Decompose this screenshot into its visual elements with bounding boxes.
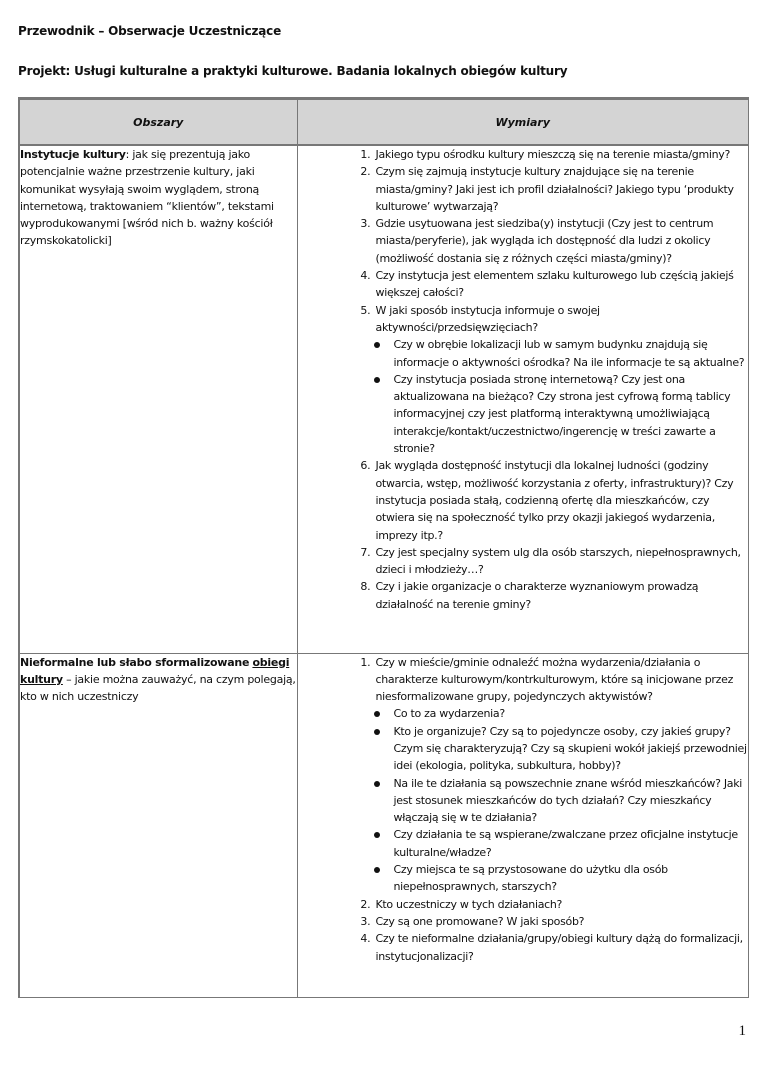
- bullet-dot-icon: [374, 832, 380, 838]
- list-item: 3. Czy są one promowane? W jaki sposób?: [374, 913, 749, 930]
- bullet-dot-icon: [374, 342, 380, 348]
- dimensions-list: [298, 146, 749, 613]
- list-item: 1. Jakiego typu ośrodku kultury mieszczą się na terenie miasta/gminy?: [374, 146, 749, 163]
- project-line: Projekt: Usługi kulturalne a praktyki kulturowe. Badania lokalnych obiegów kultury: [18, 64, 568, 78]
- area-description: : jak się prezentują jako potencjalnie ważne przestrzenie kultury, jaki komunikat wysyłają swoim wyglądem, stroną internetową, traktowaniem “klientów”, tekstami wyprodukowanymi [wśród nich b. ważny kościół rzymskokatolicki]: [20, 148, 274, 248]
- bullet-item: Kto je organizuje? Czy są to pojedyncze osoby, czy jakieś grupy? Czym się charakteryzują? Czy są skupieni wokół jakiejś przewodniej idei (ekologia, polityka, subkultura, hobby)?: [394, 723, 749, 775]
- list-item: 4. Czy te nieformalne działania/grupy/obiegi kultury dążą do formalizacji, instytucjonalizacji?: [374, 930, 749, 965]
- list-item: 1. Czy w mieście/gminie odnaleźć można wydarzenia/działania o charakterze kulturowym/kontrkulturowym, które są inicjowane przez niesformalizowane grupy, pojedynczych aktywistów? Co to za wydarzenia? Kto je organizuje? Czy są to pojedyncze osoby, czy jakieś grupy? Czym się charakteryzują? Czy są skupieni wokół jakiejś przewodniej idei (ekologia, polityka, subkultura, hobby)? Na ile te działania są powszechnie znane wśród mieszkańców? Jaki jest stosunek mieszkańców do tych działań? Czy mieszkańcy włączają się w te działania? Czy działania te są wspierane/zwalczane przez oficjalne instytucje kulturalne/władze? Czy miejsca te są przystosowane do użytku dla osób niepełnosprawnych, starszych?: [374, 654, 749, 896]
- list-item: 3. Gdzie usytuowana jest siedziba(y) instytucji (Czy jest to centrum miasta/peryferie), jak wygląda ich dostępność dla ludzi z okolicy (możliwość dostania się z różnych części miasta/gminy)?: [374, 215, 749, 267]
- table-row: [19, 145, 749, 653]
- bullet-dot-icon: [374, 781, 380, 787]
- area-lead: Instytucje kultury: [20, 148, 126, 161]
- bullet-item: Czy miejsca te są przystosowane do użytku dla osób niepełnosprawnych, starszych?: [394, 861, 749, 896]
- bullet-dot-icon: [374, 867, 380, 873]
- list-item: 4. Czy instytucja jest elementem szlaku kulturowego lub częścią jakiejś większej całości?: [374, 267, 749, 302]
- bullet-dot-icon: [374, 377, 380, 383]
- table-header-row: [19, 99, 749, 146]
- column-header-areas: Obszary: [19, 99, 297, 146]
- bullet-item: Czy działania te są wspierane/zwalczane przez oficjalne instytucje kulturalne/władze?: [394, 826, 749, 861]
- bullet-item: Na ile te działania są powszechnie znane wśród mieszkańców? Jaki jest stosunek mieszkańców do tych działań? Czy mieszkańcy włączają się w te działania?: [394, 775, 749, 827]
- area-cell: [19, 145, 297, 653]
- area-lead-underlined: obiegi kultury: [20, 655, 290, 686]
- bullet-item: Czy w obrębie lokalizacji lub w samym budynku znajdują się informacje o aktywności ośrodka? Na ile informacje te są aktualne?: [394, 336, 749, 371]
- list-item: 5. W jaki sposób instytucja informuje o swojej aktywności/przedsięwzięciach? Czy w obrębie lokalizacji lub w samym budynku znajdują się informacje o aktywności ośrodka? Na ile informacje te są aktualne? Czy instytucja posiada stronę internetową? Czy jest ona aktualizowana na bieżąco? Czy strona jest cyfrową formą tablicy informacyjnej czy jest platformą interaktywną umożliwiającą interakcje/kontakt/uczestnictwo/ingerencję w treści zawarte a stronie?: [374, 302, 749, 458]
- dimensions-list: [298, 654, 749, 965]
- area-cell: [19, 653, 297, 997]
- list-item: 2. Czym się zajmują instytucje kultury znajdujące się na terenie miasta/gminy? Jaki jest ich profil działalności? Jakiego typu ‘produkty kulturowe’ wytwarzają?: [374, 163, 749, 215]
- dimensions-cell: [297, 653, 749, 997]
- table-row: [19, 653, 749, 997]
- list-item: 7. Czy jest specjalny system ulg dla osób starszych, niepełnosprawnych, dzieci i młodzieży…?: [374, 544, 749, 579]
- sub-bullet-list: [376, 705, 749, 895]
- bullet-item: Czy instytucja posiada stronę internetową? Czy jest ona aktualizowana na bieżąco? Czy strona jest cyfrową formą tablicy informacyjnej czy jest platformą interaktywną umożliwiającą interakcje/kontakt/uczestnictwo/ingerencję w treści zawarte a stronie?: [394, 371, 749, 457]
- bullet-item: Co to za wydarzenia?: [394, 705, 749, 722]
- sub-bullet-list: [376, 336, 749, 457]
- bullet-dot-icon: [374, 711, 380, 717]
- list-item: 8. Czy i jakie organizacje o charakterze wyznaniowym prowadzą działalność na terenie gminy?: [374, 578, 749, 613]
- document-title: Przewodnik – Obserwacje Uczestniczące: [18, 24, 282, 38]
- list-item: 6. Jak wygląda dostępność instytucji dla lokalnej ludności (godziny otwarcia, wstęp, możliwość korzystania z oferty, infrastruktury)? Czy instytucja posiada stałą, codzienną ofertę dla mieszkańców, czy otwiera się na społeczność tylko przy okazji jakiegoś wydarzenia, imprezy itp.?: [374, 457, 749, 543]
- areas-dimensions-table: [18, 97, 749, 998]
- bullet-dot-icon: [374, 729, 380, 735]
- area-description: – jakie można zauważyć, na czym polegają, kto w nich uczestniczy: [20, 672, 296, 704]
- column-header-dimensions: Wymiary: [297, 99, 749, 146]
- area-lead: Nieformalne lub słabo sformalizowane: [20, 655, 250, 669]
- list-item: 2. Kto uczestniczy w tych działaniach?: [374, 896, 749, 913]
- page-number: 1: [738, 1023, 746, 1039]
- dimensions-cell: [297, 145, 749, 653]
